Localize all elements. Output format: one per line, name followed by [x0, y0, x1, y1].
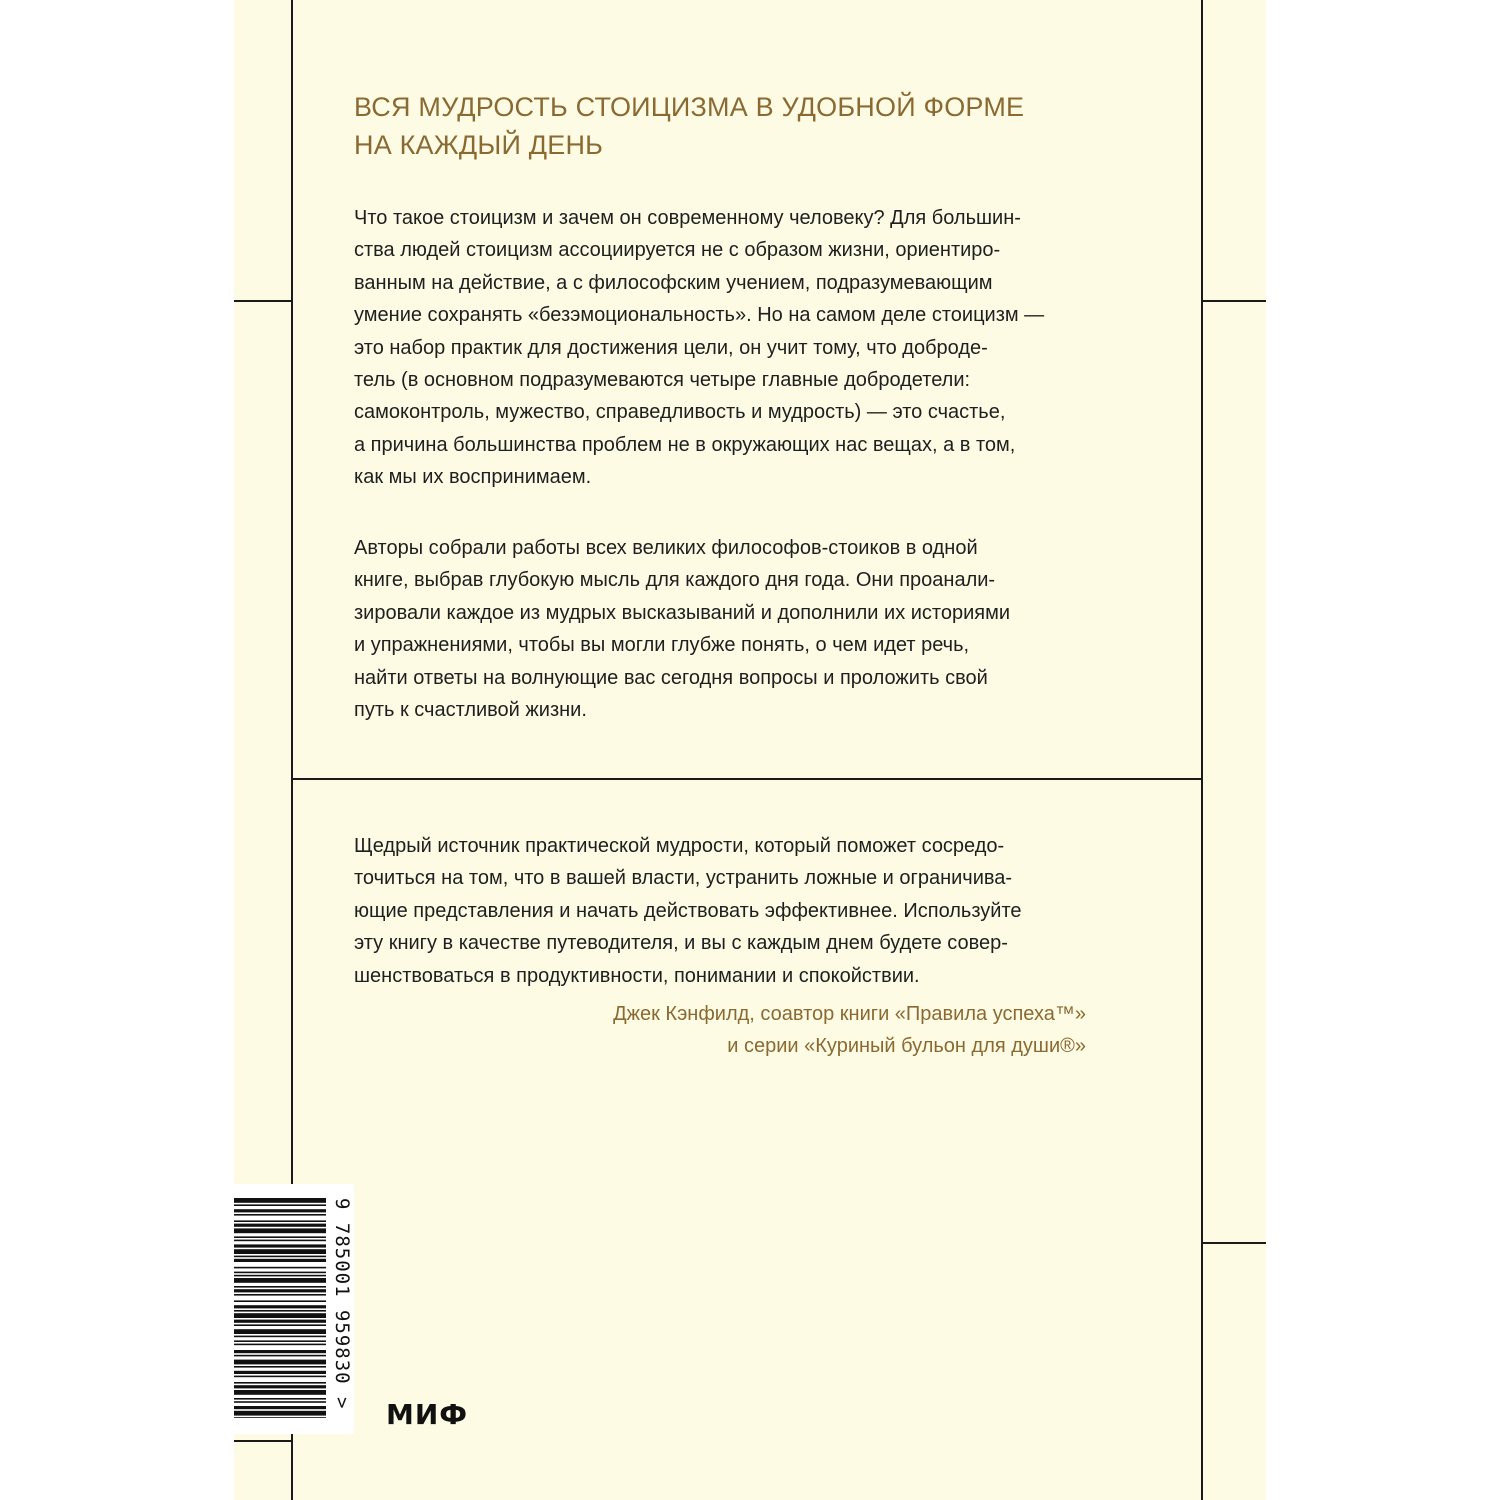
frame-left-lower-tick: [234, 1440, 292, 1442]
text-line: как мы их воспринимаем.: [354, 466, 592, 489]
barcode-bar: [234, 1305, 326, 1308]
text-line: Щедрый источник практической мудрости, который поможет сосредо-: [354, 835, 1005, 857]
text-line: ванным на действие, а с философским учением, подразумевающим: [354, 271, 993, 294]
description-paragraph-2: [354, 532, 1094, 726]
barcode-bar: [234, 1204, 326, 1206]
frame-right-line: [1201, 0, 1203, 1500]
text-line: тель (в основном подразумеваются четыре главные добродетели:: [354, 369, 971, 392]
barcode-bar: [234, 1209, 326, 1212]
barcode-bar: [234, 1376, 326, 1378]
barcode-bar: [234, 1411, 326, 1416]
barcode: [234, 1184, 354, 1434]
barcode-bar: [234, 1355, 326, 1357]
barcode-bar: [234, 1336, 326, 1338]
frame-left-tick: [234, 300, 292, 302]
barcode-bar: [234, 1390, 326, 1395]
barcode-bar: [234, 1320, 326, 1323]
barcode-bar: [234, 1300, 326, 1302]
barcode-bar: [234, 1406, 326, 1409]
barcode-bar: [234, 1228, 326, 1233]
attribution-line: и серии «Куриный бульон для души®»: [727, 1035, 1086, 1057]
barcode-bar: [234, 1294, 326, 1296]
text-line: ства людей стоицизм ассоциируется не с образом жизни, ориентиро-: [354, 239, 1001, 262]
barcode-bar: [234, 1256, 326, 1258]
barcode-bar: [234, 1272, 326, 1274]
barcode-bar: [234, 1224, 326, 1227]
text-line: умение сохранять «безэмоциональность». Но на самом деле стоицизм —: [354, 304, 1045, 327]
publisher-logo-text: МИФ: [386, 1398, 469, 1431]
barcode-bar: [234, 1278, 326, 1283]
barcode-bar: [234, 1360, 326, 1365]
text-line: книге, выбрав глубокую мысль для каждого дня года. Они проанали-: [354, 569, 996, 592]
barcode-bar: [234, 1340, 326, 1342]
endorsement-quote: [354, 830, 1094, 992]
barcode-bar: [234, 1289, 326, 1292]
barcode-bar: [234, 1259, 326, 1262]
barcode-bar: [234, 1198, 326, 1203]
text-line: это набор практик для достижения цели, он учит тому, что доброде-: [354, 336, 988, 359]
text-line: зировали каждое из мудрых высказываний и дополнили их историями: [354, 601, 1011, 624]
barcode-bar: [234, 1286, 326, 1288]
text-line: найти ответы на волнующие вас сегодня вопросы и проложить свой: [354, 666, 988, 689]
text-line: Что такое стоицизм и зачем он современному человеку? Для большин-: [354, 207, 1021, 229]
barcode-bar: [234, 1214, 326, 1216]
barcode-bar: [234, 1275, 326, 1277]
barcode-bar: [234, 1366, 326, 1368]
barcode-bars: [234, 1198, 330, 1418]
barcode-bar: [234, 1371, 326, 1374]
barcode-bar: [234, 1344, 326, 1346]
barcode-bar: [234, 1313, 326, 1318]
barcode-bar: [234, 1401, 326, 1403]
barcode-bar: [234, 1249, 326, 1254]
frame-right-tick: [1202, 300, 1266, 302]
text-line: а причина большинства проблем не в окружающих нас вещах, а в том,: [354, 433, 1016, 456]
section-divider: [292, 778, 1202, 780]
barcode-bar: [234, 1417, 326, 1418]
text-line: самоконтроль, мужество, справедливость и мудрость) — это счастье,: [354, 401, 1006, 424]
barcode-bar: [234, 1310, 326, 1312]
text-line: путь к счастливой жизни.: [354, 699, 587, 722]
text-line: точиться на том, что в вашей власти, устранить ложные и ограничива-: [354, 867, 1013, 890]
text-line: шенствоваться в продуктивности, понимании и спокойствии.: [354, 964, 920, 987]
frame-right-lower-tick: [1202, 1242, 1266, 1244]
headline-line: НА КАЖДЫЙ ДЕНЬ: [354, 130, 604, 160]
text-line: Авторы собрали работы всех великих философов-стоиков в одной: [354, 537, 978, 559]
text-line: эту книгу в качестве путеводителя, и вы с каждым днем будете совер-: [354, 932, 1008, 955]
quote-attribution: [354, 998, 1086, 1062]
headline: [354, 88, 1094, 164]
barcode-bar: [234, 1236, 326, 1238]
barcode-bar: [234, 1329, 326, 1334]
barcode-bar: [234, 1244, 326, 1247]
book-back-cover: [234, 0, 1266, 1500]
description-paragraph-1: [354, 202, 1094, 494]
barcode-bar: [234, 1220, 326, 1222]
headline-line: ВСЯ МУДРОСТЬ СТОИЦИЗМА В УДОБНОЙ ФОРМЕ: [354, 92, 1025, 122]
text-line: и упражнениями, чтобы вы могли глубже понять, о чем идет речь,: [354, 634, 970, 657]
barcode-bar: [234, 1398, 326, 1400]
barcode-bar: [234, 1267, 326, 1269]
publisher-logo: [386, 1398, 468, 1431]
barcode-bar: [234, 1385, 326, 1388]
barcode-bar: [234, 1350, 326, 1353]
barcode-bar: [234, 1382, 326, 1384]
text-line: ющие представления и начать действовать эффективнее. Используйте: [354, 899, 1022, 922]
barcode-bar: [234, 1240, 326, 1242]
attribution-line: Джек Кэнфилд, соавтор книги «Правила успеха™»: [613, 1003, 1086, 1025]
barcode-number: 9 785001 959830 >: [331, 1198, 353, 1410]
barcode-bar: [234, 1324, 326, 1326]
